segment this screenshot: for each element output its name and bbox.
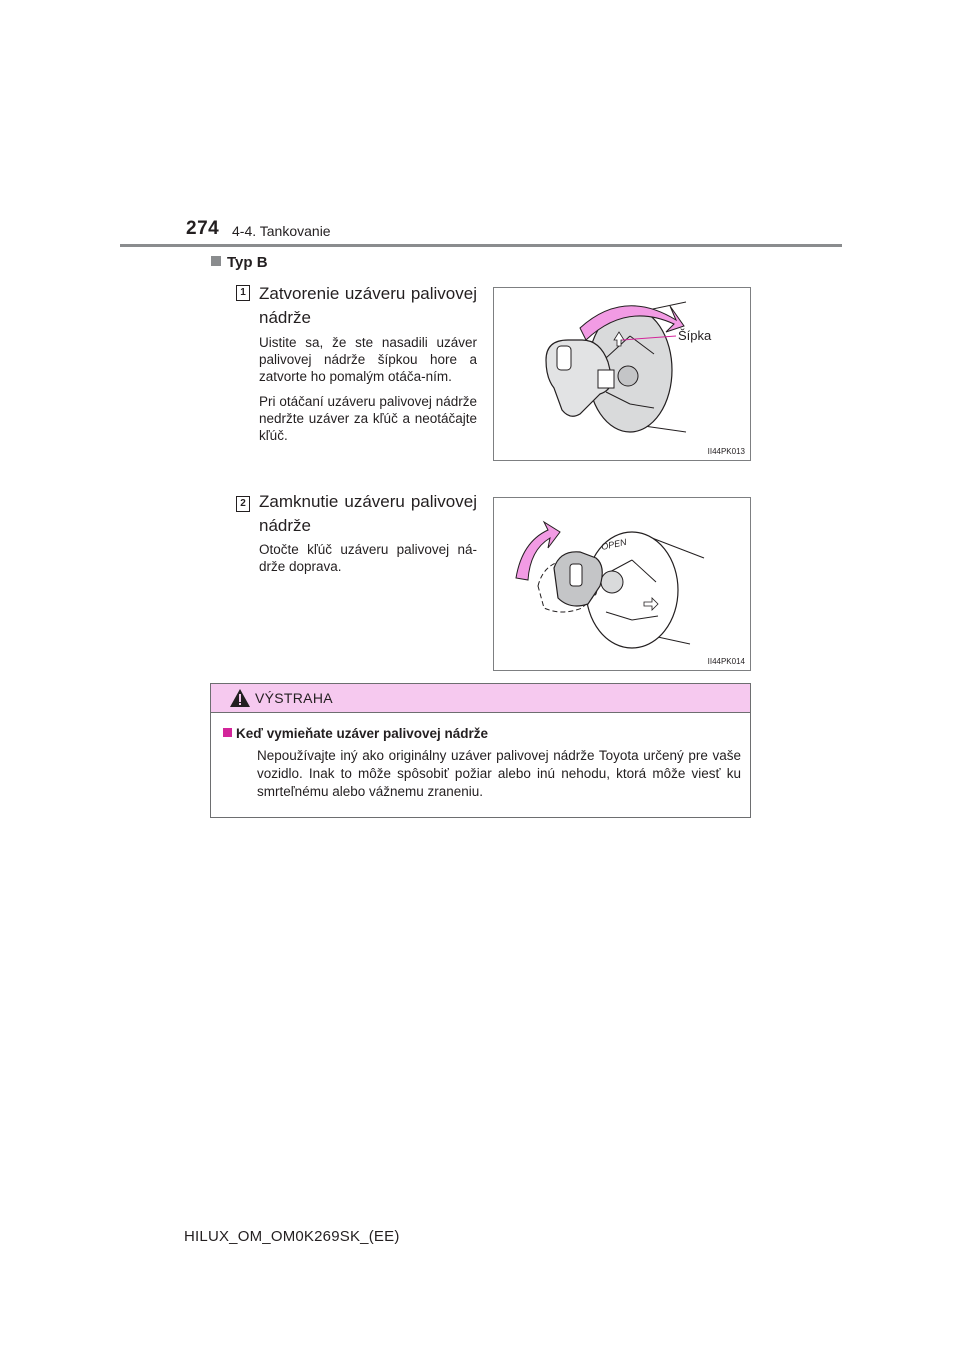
warning-subheading-label: Keď vymieňate uzáver palivovej nádrže (236, 726, 489, 741)
step-number-1: 1 (236, 285, 250, 301)
warning-body: Nepoužívajte iný ako originálny uzáver palivovej nádrže Toyota určený pre vaše vozidlo. Inak to môže spôsobiť požiar alebo inú nehodu, ktorá môže viesť ku smrteľnému alebo vážnemu zraneniu. (257, 748, 741, 799)
figure-fuel-cap-close (493, 287, 751, 461)
header-rule (120, 244, 842, 247)
warning-subheading (223, 726, 488, 741)
section-title: 4-4. Tankovanie (232, 223, 331, 239)
type-heading-label: Typ B (227, 254, 268, 271)
step-1-title: Zatvorenie uzáveru palivovej nádrže (259, 284, 477, 327)
step-1-text (259, 334, 477, 452)
warning-header (211, 684, 750, 713)
figure-fuel-cap-lock (493, 497, 751, 671)
step-2-text (259, 541, 477, 583)
type-heading (211, 254, 268, 271)
warning-title: VÝSTRAHA (255, 690, 333, 706)
figure-code-1: II44PK013 (707, 447, 745, 456)
page-number: 274 (186, 218, 220, 239)
fuel-cap-close-illustration (494, 288, 750, 460)
magenta-square-bullet-icon (223, 728, 232, 737)
step-2-paragraph-1: Otočte kľúč uzáveru palivovej ná-drže doprava. (259, 542, 477, 574)
warning-box (210, 683, 751, 818)
open-label: OPEN (600, 536, 628, 552)
step-number-2: 2 (236, 496, 250, 512)
step-1-paragraph-1: Uistite sa, že ste nasadili uzáver palivovej nádrže šípkou hore a zatvorte ho pomalým otáča-ním. (259, 335, 477, 384)
square-bullet-icon (211, 256, 221, 266)
footer-document-code: HILUX_OM_OM0K269SK_(EE) (184, 1228, 400, 1245)
figure-code-2: II44PK014 (707, 657, 745, 666)
step-1-paragraph-2: Pri otáčaní uzáveru palivovej nádrže nedržte uzáver za kľúč a neotáčajte kľúč. (259, 394, 477, 443)
step-2-title: Zamknutie uzáveru palivovej nádrže (259, 492, 477, 535)
warning-triangle-icon (229, 688, 251, 708)
arrow-label: Šípka (678, 328, 712, 343)
fuel-cap-lock-illustration (494, 498, 750, 670)
